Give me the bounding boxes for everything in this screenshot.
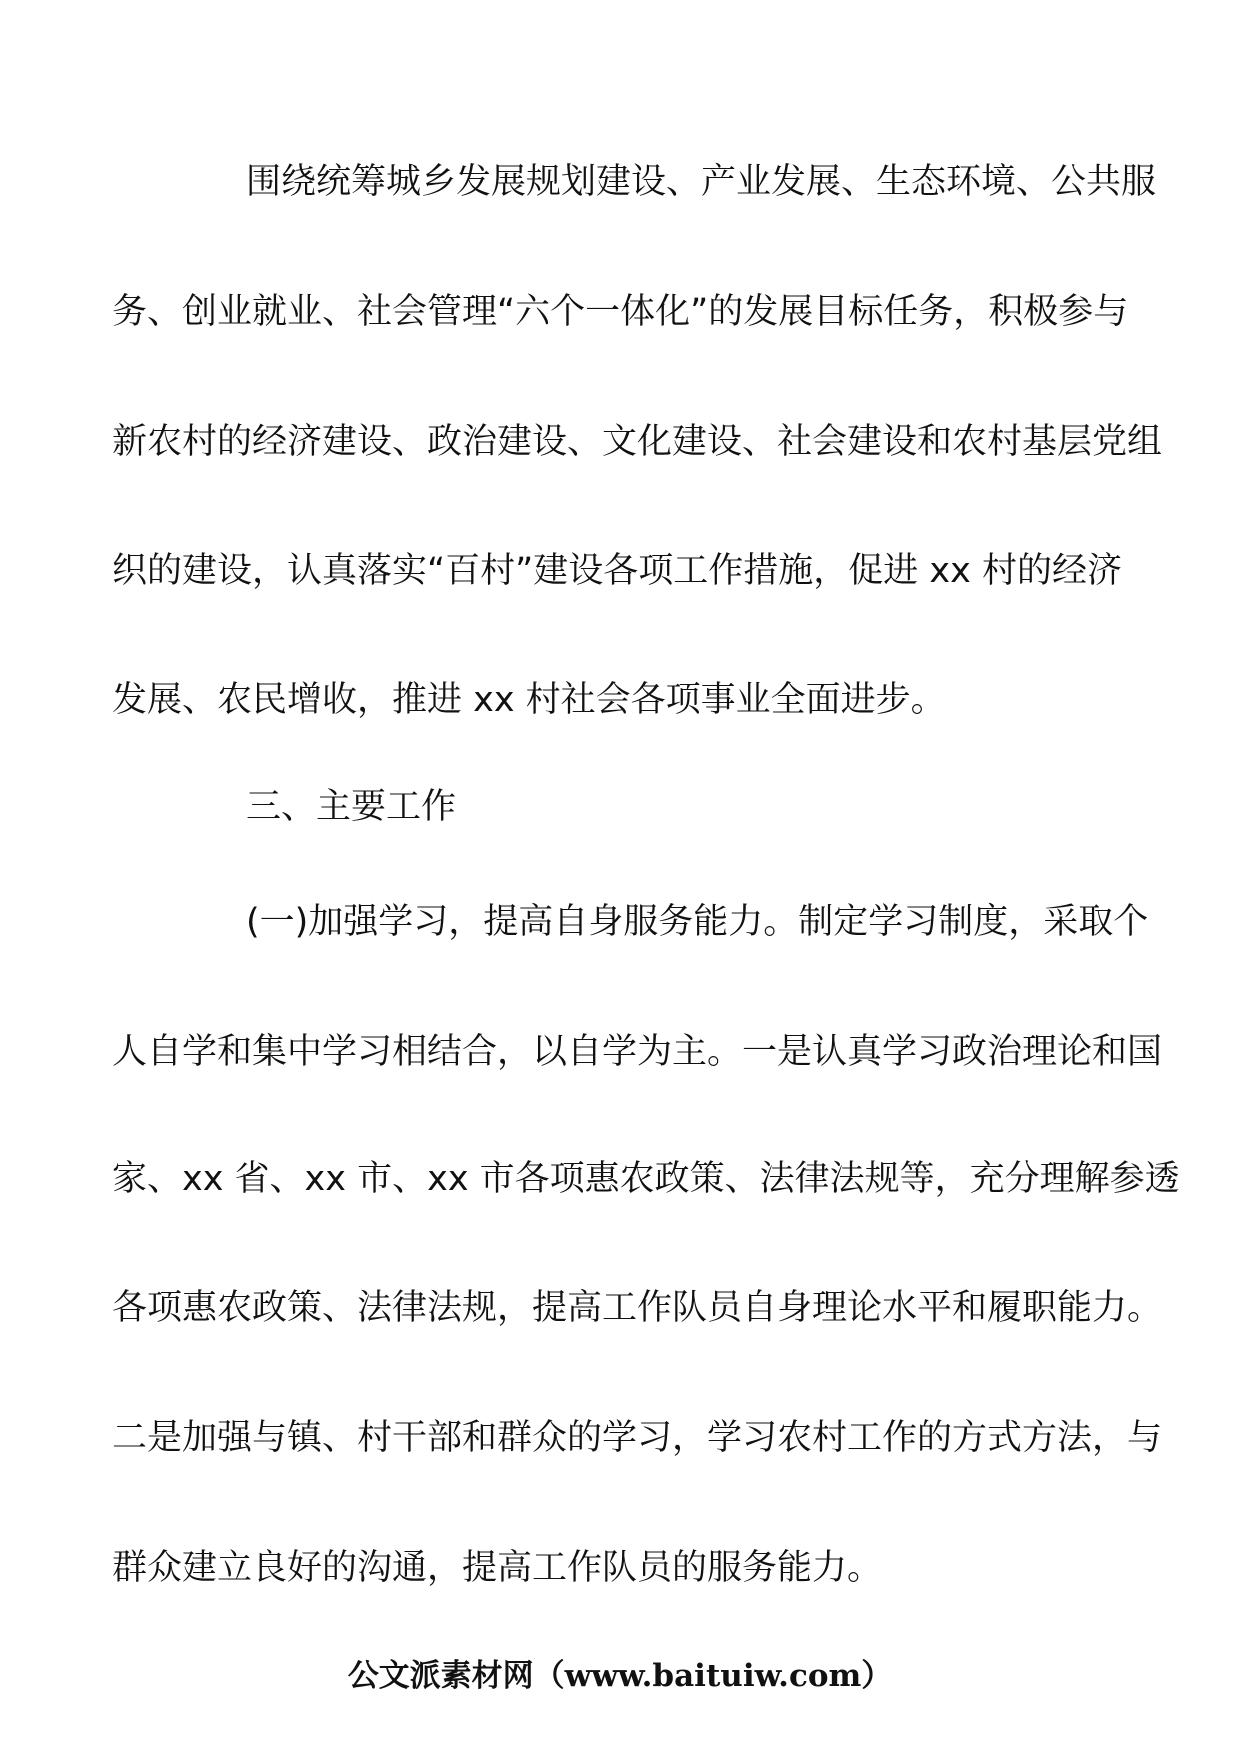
paragraph-line: 人自学和集中学习相结合，以自学为主。一是认真学习政治理论和国 [112, 1032, 1163, 1072]
paragraph-line: 家、xx 省、xx 市、xx 市各项惠农政策、法律法规等，充分理解参透 [112, 1159, 1180, 1199]
paragraph-line: 各项惠农政策、法律法规，提高工作队员自身理论水平和履职能力。 [112, 1288, 1163, 1328]
paragraph-line: 务、创业就业、社会管理“六个一体化”的发展目标任务，积极参与 [112, 292, 1129, 332]
paragraph-line: 发展、农民增收，推进 xx 村社会各项事业全面进步。 [112, 680, 946, 720]
paragraph-line: 围绕统筹城乡发展规划建设、产业发展、生态环境、公共服 [246, 162, 1157, 202]
paragraph-line: (一)加强学习，提高自身服务能力。制定学习制度，采取个 [246, 902, 1149, 942]
watermark-footer: 公文派素材网（www.baituiw.com） [347, 1658, 893, 1694]
paragraph-line: 群众建立良好的沟通，提高工作队员的服务能力。 [112, 1548, 883, 1588]
paragraph-line: 新农村的经济建设、政治建设、文化建设、社会建设和农村基层党组 [112, 422, 1163, 462]
paragraph-line: 织的建设，认真落实“百村”建设各项工作措施，促进 xx 村的经济 [112, 551, 1122, 591]
section-heading: 三、主要工作 [246, 787, 457, 827]
paragraph-line: 二是加强与镇、村干部和群众的学习，学习农村工作的方式方法，与 [112, 1418, 1163, 1458]
